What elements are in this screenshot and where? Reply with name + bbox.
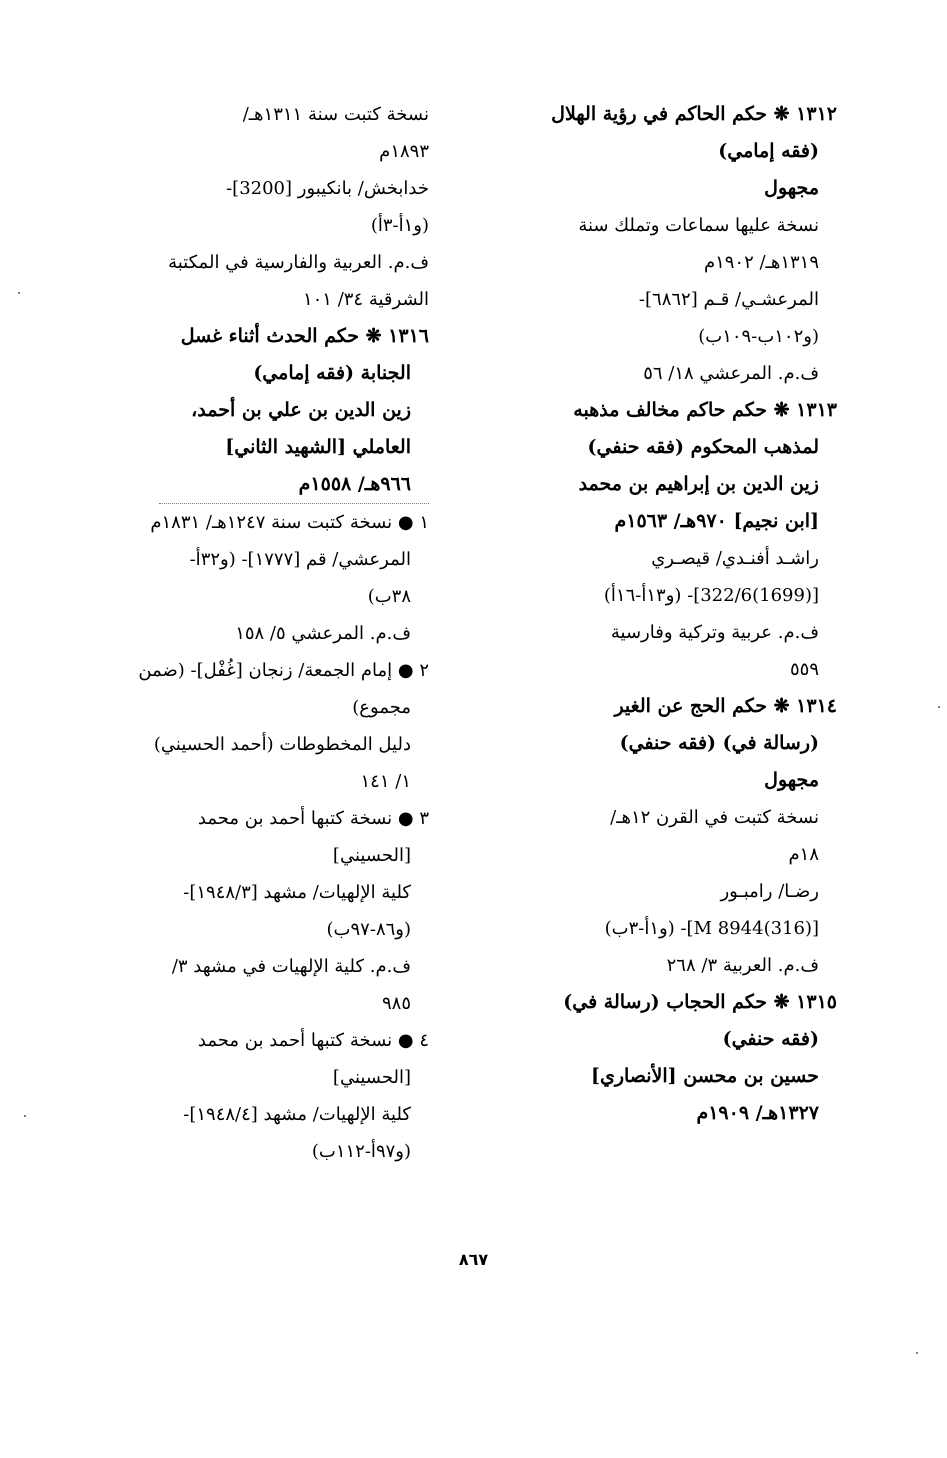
right-column-line: (فقه حنفي) [722, 1028, 819, 1050]
left-column-line: (و١أ-٣أ) [370, 215, 429, 236]
left-column-line: ف.م. المرعشي ٥/ ١٥٨ [235, 623, 411, 644]
right-column-line: (فقه إمامي) [718, 140, 819, 162]
right-column-line: ف.م. عربية وتركية وفارسية [610, 622, 819, 643]
right-column-line: ١٣١٢ ❋ حكم الحاكم في رؤية الهلال [551, 103, 837, 125]
right-column-line: ١٣١٣ ❋ حكم حاكم مخالف مذهبه [573, 399, 837, 421]
left-column-line: ٩٨٥ [381, 993, 411, 1014]
left-column-line: (و٨٦-٩٧ب) [326, 919, 411, 940]
left-column-line: خدابخش/ بانكيبور [3200]- [226, 178, 429, 199]
right-column-line: (رسالة في) (فقه حنفي) [619, 732, 819, 754]
right-column-line: [ابن نجيم] ٩٧٠هـ/ ١٥٦٣م [614, 510, 819, 532]
left-column-line: كلية الإلهيات/ مشهد [١٩٤٨/٤]- [183, 1104, 411, 1125]
left-column-line: ٣٨ب) [367, 586, 411, 607]
left-column-line: دليل المخطوطات (أحمد الحسيني) [153, 734, 411, 755]
left-column-line: ١/ ١٤١ [360, 771, 411, 792]
left-column-line: ٢ ● إمام الجمعة/ زنجان [غُفْل]- (ضمن [138, 660, 429, 681]
left-column-line: المرعشي/ قم [١٧٧٧]- (و٣٢أ- [189, 549, 411, 570]
left-column-line: ١ ● نسخة كتبت سنة ١٢٤٧هـ/ ١٨٣١م [150, 512, 429, 533]
left-column-line: ف.م. العربية والفارسية في المكتبة [168, 252, 429, 273]
left-column-line: ٩٦٦هـ/ ١٥٥٨م [159, 466, 429, 504]
scan-speck [916, 1352, 918, 1354]
left-column-line: ٤ ● نسخة كتبها أحمد بن محمد [197, 1030, 429, 1051]
left-column-line: [الحسيني] [332, 1067, 411, 1088]
left-column-line: كلية الإلهيات/ مشهد [١٩٤٨/٣]- [183, 882, 411, 903]
right-column [537, 96, 837, 1132]
right-column-line: ١٣٢٧هـ/ ١٩٠٩م [696, 1102, 819, 1124]
right-column-line: ١٨م [788, 844, 819, 865]
left-column-line: ١٣١٦ ❋ حكم الحدث أثناء غسل [180, 325, 429, 347]
left-column-line: ٣ ● نسخة كتبها أحمد بن محمد [197, 808, 429, 829]
right-column-line: مجهول [764, 177, 819, 199]
left-column-line: (و٩٧أ-١١٢ب) [311, 1141, 411, 1162]
right-column-line: حسين بن محسن [الأنصاري] [590, 1065, 819, 1087]
right-column-line: راشـد أفنـدي/ قيصـري [651, 548, 819, 569]
right-column-line: (و١٠٢ب-١٠٩ب) [698, 326, 819, 347]
left-column-line: العاملي [الشهيد الثاني] [225, 436, 411, 458]
right-column-line: ١٣١٥ ❋ حكم الحجاب (رسالة في) [563, 991, 837, 1013]
right-column-line: ف.م. العربية ٣/ ٢٦٨ [666, 955, 819, 976]
left-column-line: الشرقية ٣٤/ ١٠١ [302, 289, 429, 310]
right-column-line: المرعشـي/ قـم [٦٨٦٢]- [638, 289, 819, 310]
right-column-line: ١٣١٤ ❋ حكم الحج عن الغير [614, 695, 837, 717]
left-column-line: نسخة كتبت سنة ١٣١١هـ/ [242, 104, 429, 125]
right-column-line: [(316)8944 M]- (و١أ-٣ب) [604, 918, 819, 939]
right-column-line: [(1699)322/6]- (و١٣أ-١٦أ) [603, 585, 819, 606]
right-column-line: لمذهب المحكوم (فقه حنفي) [587, 436, 819, 458]
right-column-line: ٥٥٩ [789, 659, 819, 680]
right-column-line: نسخة عليها سماعات وتملك سنة [578, 215, 819, 236]
right-column-line: رضـا/ رامبـور [720, 881, 819, 902]
right-column-line: ف.م. المرعشي ١٨/ ٥٦ [643, 363, 819, 384]
right-column-line: زين الدين بن إبراهيم بن محمد [578, 473, 819, 495]
left-column-line: مجموع) [352, 697, 411, 718]
page-number: ٨٦٧ [458, 1250, 489, 1269]
right-column-line: مجهول [764, 769, 819, 791]
right-column-line: ١٣١٩هـ/ ١٩٠٢م [703, 252, 819, 273]
left-column-line: ف.م. كلية الإلهيات في مشهد ٣/ [171, 956, 411, 977]
left-column-line: [الحسيني] [332, 845, 411, 866]
scan-speck [18, 292, 20, 294]
left-column-line: زين الدين بن علي بن أحمد، [191, 399, 411, 421]
left-column-line: الجنابة (فقه إمامي) [253, 362, 411, 384]
scan-speck [938, 706, 940, 708]
scan-speck [24, 1115, 26, 1117]
right-column-line: نسخة كتبت في القرن ١٢هـ/ [610, 807, 819, 828]
left-column [109, 96, 429, 1170]
left-column-line: ١٨٩٣م [379, 141, 429, 162]
